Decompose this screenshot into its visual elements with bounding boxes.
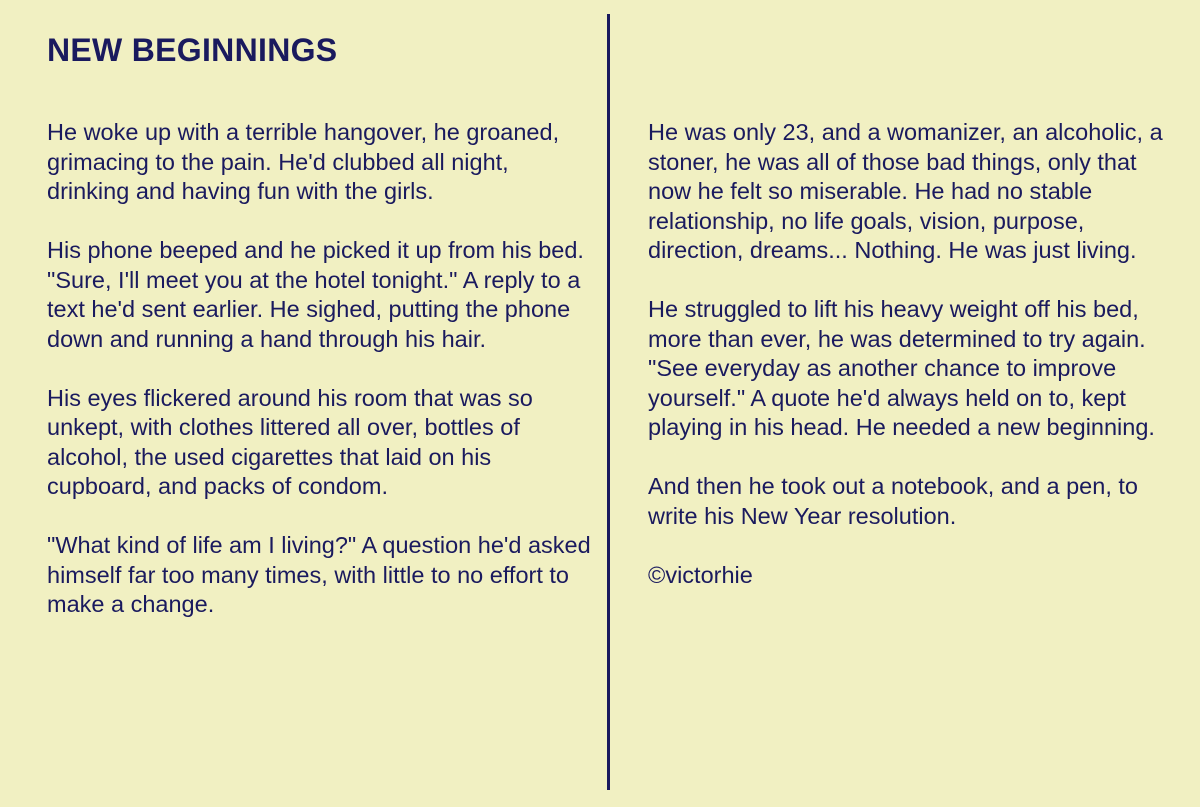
signature: ©victorhie <box>648 561 753 588</box>
right-column <box>648 118 1178 620</box>
paragraph: He was only 23, and a womanizer, an alcoholic, a stoner, he was all of those bad things, only that now he felt so miserable. He had no stable relationship, no life goals, vision, purpose, direction, dreams... Nothing. He was just living. <box>648 119 1163 263</box>
column-divider <box>607 14 610 790</box>
paragraph: And then he took out a notebook, and a pen, to write his New Year resolution. <box>648 473 1138 529</box>
paragraph: He woke up with a terrible hangover, he groaned, grimacing to the pain. He'd clubbed all night, drinking and having fun with the girls. <box>47 119 560 204</box>
paragraph: His phone beeped and he picked it up from his bed. "Sure, I'll meet you at the hotel tonight." A reply to a text he'd sent earlier. He sighed, putting the phone down and running a hand through his hair. <box>47 237 584 352</box>
paragraph: "What kind of life am I living?" A question he'd asked himself far too many times, with little to no effort to make a change. <box>47 532 591 617</box>
left-column <box>47 118 592 649</box>
paragraph: He struggled to lift his heavy weight off his bed, more than ever, he was determined to try again. "See everyday as another chance to improve yourself." A quote he'd always held on to, kept playing in his head. He needed a new beginning. <box>648 296 1155 440</box>
paragraph: His eyes flickered around his room that was so unkept, with clothes littered all over, bottles of alcohol, the used cigarettes that laid on his cupboard, and packs of condom. <box>47 384 533 499</box>
page-title: NEW BEGINNINGS <box>47 32 338 68</box>
